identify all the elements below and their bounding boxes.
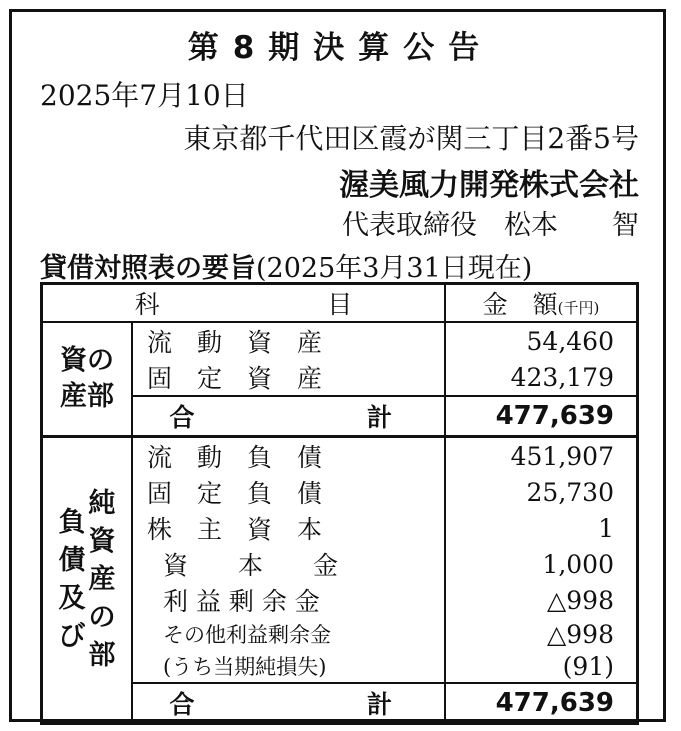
equity-amount-retained: △998	[445, 582, 638, 618]
representative: 代表取締役 松本 智	[342, 210, 639, 241]
assets-total-label-left: 合	[169, 403, 195, 432]
table-header	[42, 284, 638, 323]
notice-date: 2025年7月10日	[40, 79, 249, 112]
liabilities-total-label-right: 計	[367, 690, 393, 719]
balance-sheet-date: (2025年3月31日現在)	[256, 253, 533, 284]
company-address: 東京都千代田区霞が関三丁目2番5号	[183, 122, 639, 155]
header-unit: (千円)	[557, 299, 600, 317]
table-row	[42, 437, 638, 475]
liabilities-item-current: 流 動 負 債	[132, 437, 445, 475]
notice-title: 第8期決算公告	[187, 30, 494, 66]
liabilities-amount-fixed: 25,730	[445, 474, 638, 510]
equity-amount-capital: 1,000	[445, 546, 638, 582]
company-name: 渥美風力開発株式会社	[339, 168, 639, 203]
liabilities-amount-current: 451,907	[445, 437, 638, 475]
assets-amount-fixed: 423,179	[445, 359, 638, 396]
assets-label-line-1: 資の	[60, 345, 114, 376]
liabilities-total-label-left: 合	[169, 690, 195, 719]
liabilities-label	[42, 437, 133, 724]
equity-item-other-retained: その他利益剰余金	[163, 623, 331, 647]
balance-sheet-title: 貸借対照表の要旨	[40, 253, 256, 284]
assets-item-fixed: 固 定 資 産	[147, 364, 323, 393]
liabilities-label-col-1: 負 債 及 び	[58, 507, 86, 652]
liabilities-label-col-2: 純 資 産 の 部	[88, 488, 116, 671]
table-row	[42, 322, 638, 359]
liabilities-total-amount: 477,639	[445, 683, 638, 724]
equity-item-net-loss: (うち当期純損失)	[163, 655, 327, 679]
liabilities-total-label	[132, 683, 445, 724]
liabilities-item-fixed: 固 定 負 債	[147, 479, 323, 508]
header-subject	[42, 284, 446, 323]
header-amount-label: 金 額	[482, 290, 558, 319]
assets-total-label	[132, 396, 445, 437]
header-amount	[445, 284, 638, 323]
assets-item-current: 流 動 資 産	[147, 328, 323, 357]
header-subject-left: 科	[134, 290, 160, 319]
equity-item-shareholders: 株 主 資 本	[147, 515, 323, 544]
assets-amount-current: 54,460	[445, 322, 638, 359]
equity-item-retained: 利 益 剰 余 金	[163, 587, 320, 616]
balance-sheet-heading	[40, 246, 532, 285]
balance-sheet-table	[40, 282, 639, 725]
header-subject-right: 目	[327, 290, 353, 319]
equity-amount-net-loss: (91)	[445, 650, 638, 683]
assets-total-amount: 477,639	[445, 396, 638, 437]
assets-label-line-2: 産部	[60, 381, 114, 412]
equity-amount-shareholders: 1	[445, 510, 638, 546]
assets-total-label-right: 計	[367, 403, 393, 432]
equity-amount-other-retained: △998	[445, 618, 638, 650]
assets-label	[42, 322, 133, 437]
equity-item-capital: 資 本 金	[163, 551, 339, 580]
